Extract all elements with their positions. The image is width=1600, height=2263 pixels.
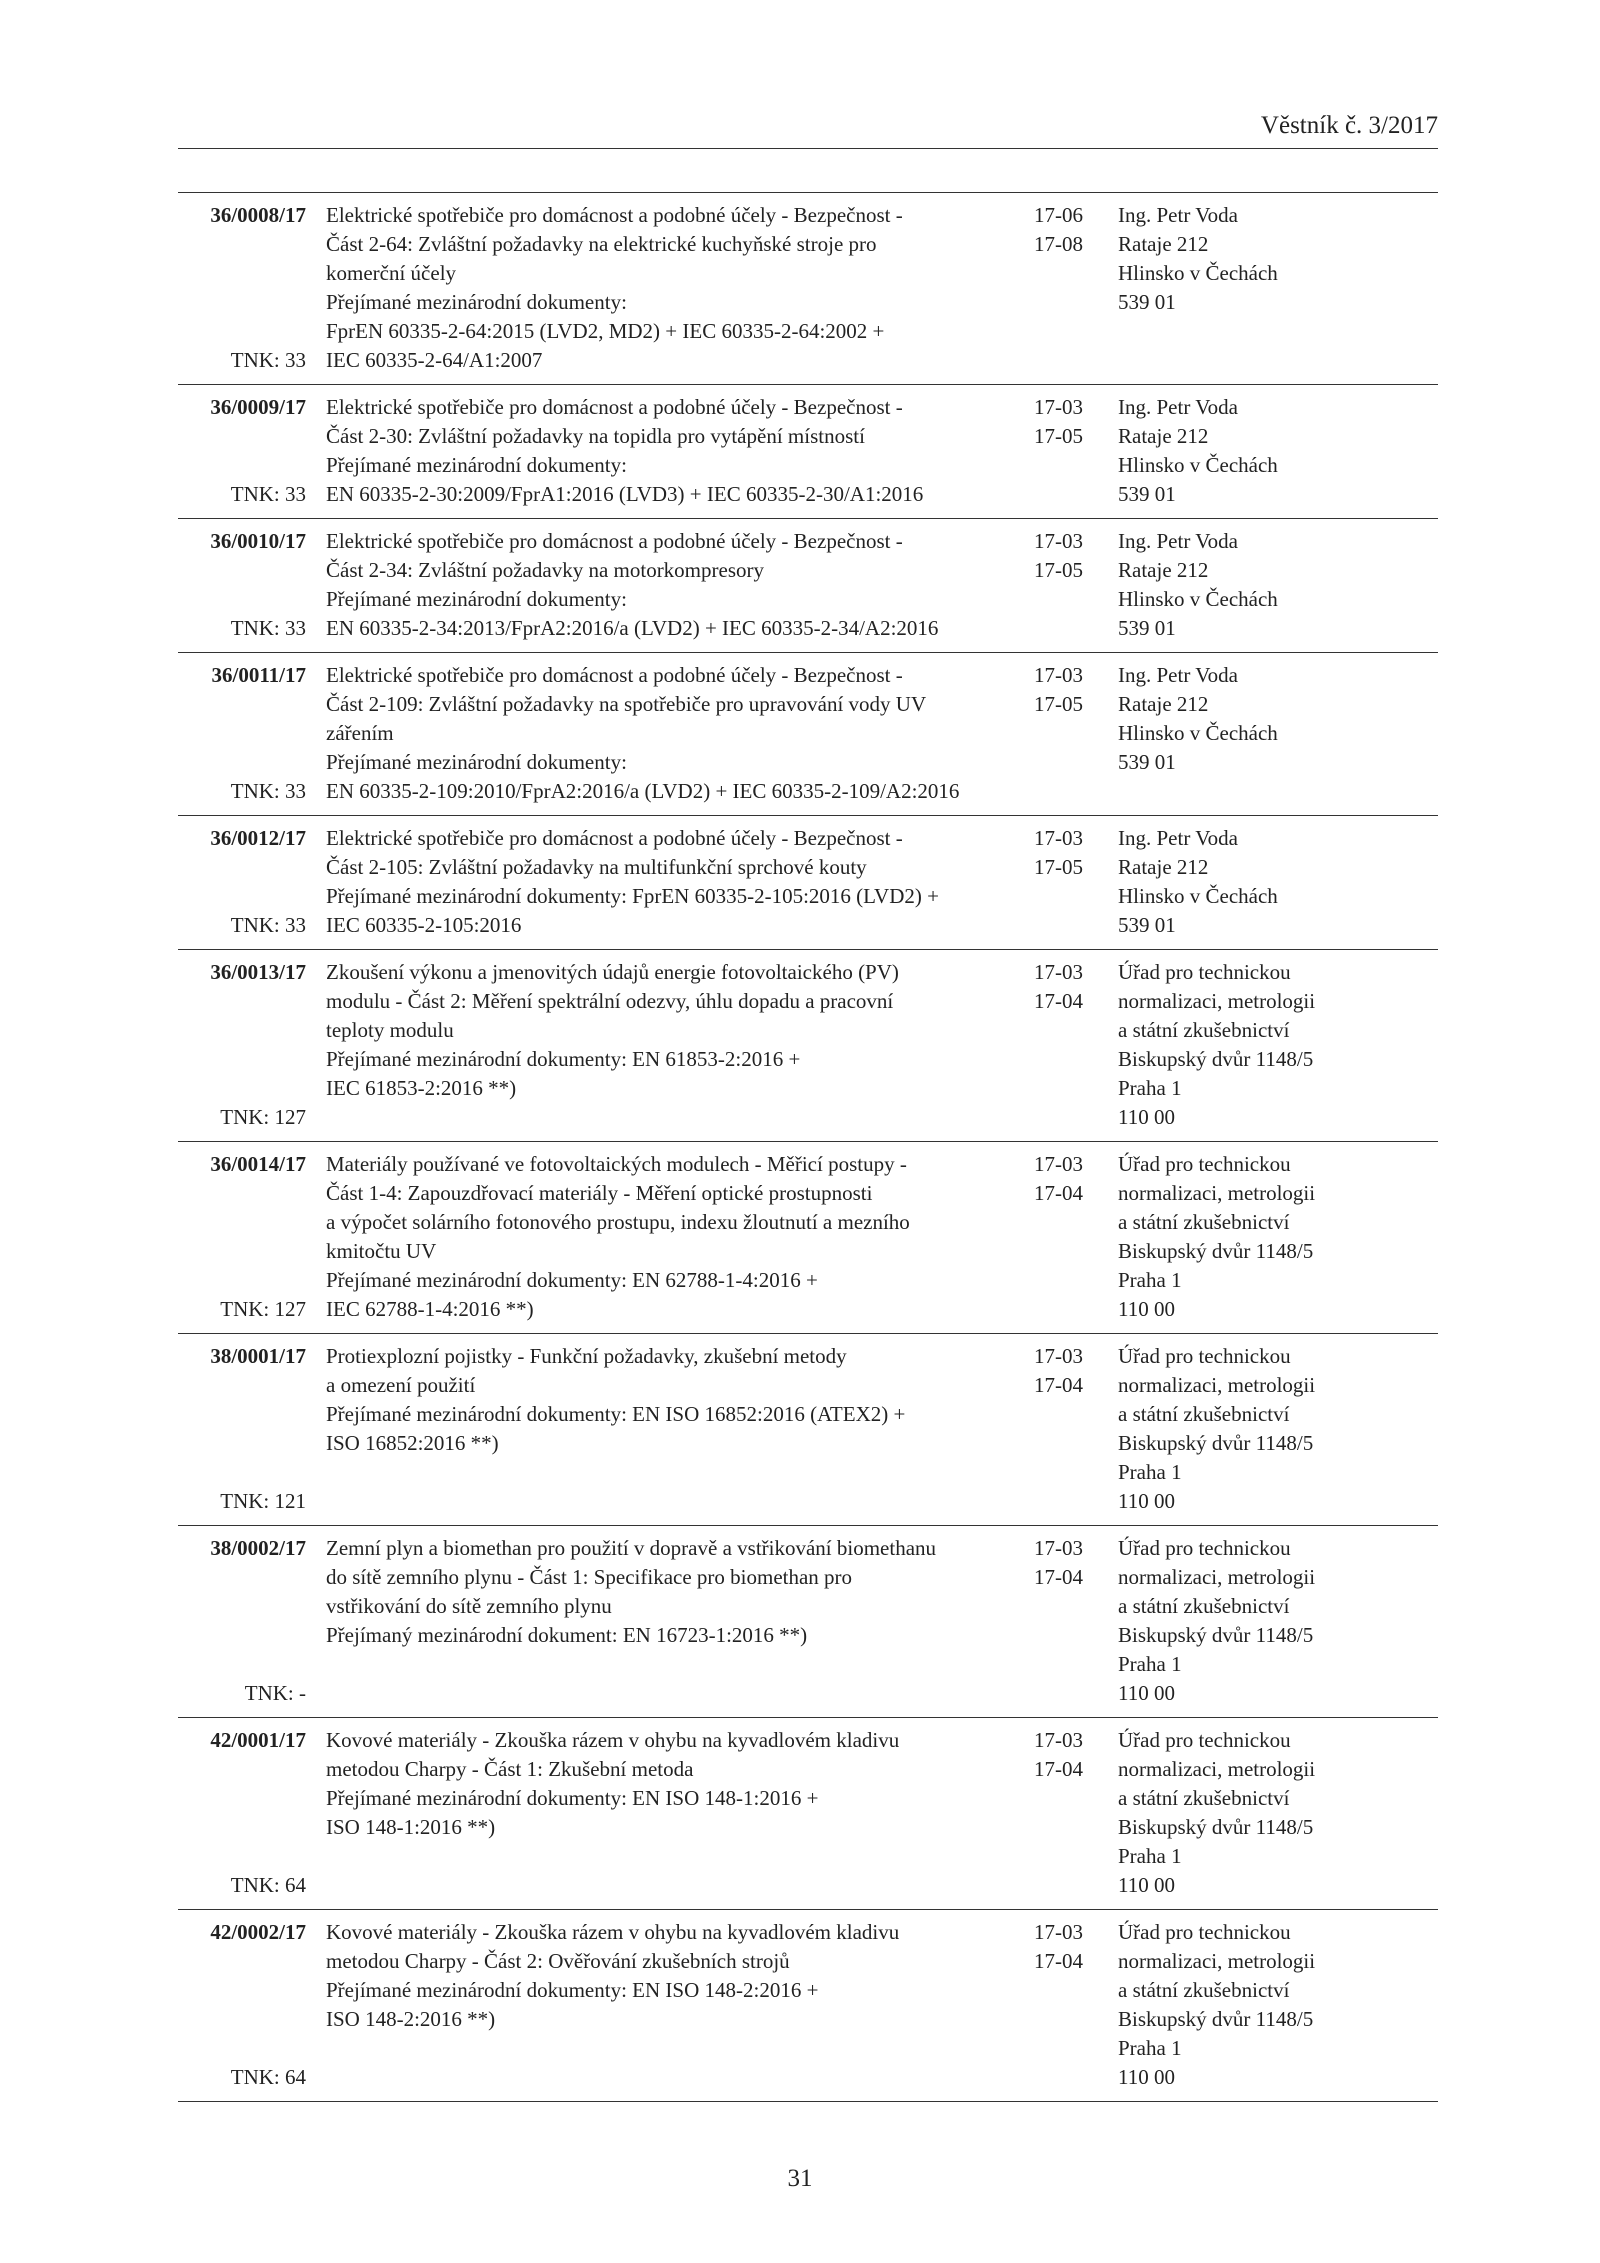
standard-entry bbox=[178, 385, 1438, 519]
entry-address-line: Biskupský dvůr 1148/5 bbox=[1118, 1047, 1314, 1071]
entry-code-column bbox=[178, 393, 306, 509]
entry-address bbox=[1118, 1726, 1438, 1900]
entry-title-line: modulu - Část 2: Měření spektrální odezvy, úhlu dopadu a pracovní bbox=[326, 989, 894, 1013]
entry-end-date: 17-04 bbox=[1034, 989, 1083, 1013]
entry-address bbox=[1118, 661, 1438, 806]
entry-title bbox=[326, 1150, 1004, 1324]
entry-title-line: Část 2-109: Zvláštní požadavky na spotřebiče pro upravování vody UV bbox=[326, 692, 927, 716]
entry-start-date: 17-03 bbox=[1034, 395, 1083, 419]
entry-dates bbox=[1034, 824, 1118, 940]
entry-address-line: 539 01 bbox=[1118, 750, 1176, 774]
entry-address-line: a státní zkušebnictví bbox=[1118, 1018, 1290, 1042]
entry-code: 36/0012/17 bbox=[210, 826, 306, 850]
entry-title-line: Zemní plyn a biomethan pro použití v dopravě a vstřikování biomethanu bbox=[326, 1536, 937, 1560]
entry-title-line: Elektrické spotřebiče pro domácnost a podobné účely - Bezpečnost - bbox=[326, 395, 903, 419]
entry-address-line: 110 00 bbox=[1118, 1105, 1175, 1129]
entry-address-line: Úřad pro technickou bbox=[1118, 1728, 1291, 1752]
entry-title-line: teploty modulu bbox=[326, 1018, 454, 1042]
entry-code: 42/0001/17 bbox=[210, 1728, 306, 1752]
entry-title-line: vstřikování do sítě zemního plynu bbox=[326, 1594, 612, 1618]
entry-title-line: IEC 62788-1-4:2016 **) bbox=[326, 1297, 534, 1321]
entry-title-line: Kovové materiály - Zkouška rázem v ohybu na kyvadlovém kladivu bbox=[326, 1920, 900, 1944]
entry-address-line: Praha 1 bbox=[1118, 1844, 1182, 1868]
entry-title-line: a omezení použití bbox=[326, 1373, 476, 1397]
entry-dates bbox=[1034, 393, 1118, 509]
entry-address-line: normalizaci, metrologii bbox=[1118, 1757, 1316, 1781]
entry-address-line: Praha 1 bbox=[1118, 1460, 1182, 1484]
entry-address-line: Hlinsko v Čechách bbox=[1118, 453, 1278, 477]
entry-end-date: 17-04 bbox=[1034, 1949, 1083, 1973]
entry-code-column bbox=[178, 661, 306, 806]
entry-dates bbox=[1034, 1150, 1118, 1324]
entry-address-line: Rataje 212 bbox=[1118, 424, 1209, 448]
entry-title-line: EN 60335-2-109:2010/FprA2:2016/a (LVD2) + IEC 60335-2-109/A2:2016 bbox=[326, 779, 960, 803]
entry-code: 36/0009/17 bbox=[210, 395, 306, 419]
entry-address-line: 539 01 bbox=[1118, 290, 1176, 314]
standard-entry bbox=[178, 1718, 1438, 1910]
entry-title-line: Přejímané mezinárodní dokumenty: bbox=[326, 453, 627, 477]
entry-address bbox=[1118, 527, 1438, 643]
entry-title bbox=[326, 1918, 1004, 2092]
page-number: 31 bbox=[787, 2165, 813, 2192]
journal-title: Věstník č. 3/2017 bbox=[1260, 112, 1438, 139]
entry-title-line: Část 2-64: Zvláštní požadavky na elektrické kuchyňské stroje pro bbox=[326, 232, 877, 256]
entry-title-line: Přejímané mezinárodní dokumenty: FprEN 60335-2-105:2016 (LVD2) + bbox=[326, 884, 939, 908]
entry-address-line: 110 00 bbox=[1118, 1681, 1175, 1705]
entry-end-date: 17-05 bbox=[1034, 424, 1083, 448]
entry-tnk: TNK: 127 bbox=[220, 1297, 306, 1321]
entry-address-line: Úřad pro technickou bbox=[1118, 1152, 1291, 1176]
entry-address-line: normalizaci, metrologii bbox=[1118, 1565, 1316, 1589]
entry-tnk: TNK: - bbox=[244, 1681, 306, 1705]
entry-address-line: Rataje 212 bbox=[1118, 558, 1209, 582]
entry-start-date: 17-03 bbox=[1034, 1536, 1083, 1560]
entry-address bbox=[1118, 201, 1438, 375]
entry-code-column bbox=[178, 1150, 306, 1324]
entry-code-column bbox=[178, 201, 306, 375]
standard-entry bbox=[178, 1526, 1438, 1718]
entry-code-column bbox=[178, 1534, 306, 1708]
entry-end-date: 17-05 bbox=[1034, 855, 1083, 879]
entry-dates bbox=[1034, 1726, 1118, 1900]
entry-title bbox=[326, 661, 1004, 806]
entry-address-line: normalizaci, metrologii bbox=[1118, 1181, 1316, 1205]
entry-code-column bbox=[178, 1918, 306, 2092]
entry-address-line: Biskupský dvůr 1148/5 bbox=[1118, 1815, 1314, 1839]
entry-title-line: EN 60335-2-30:2009/FprA1:2016 (LVD3) + IEC 60335-2-30/A1:2016 bbox=[326, 482, 924, 506]
entry-title-line: Přejímané mezinárodní dokumenty: EN ISO 148-1:2016 + bbox=[326, 1786, 819, 1810]
entry-address-line: Hlinsko v Čechách bbox=[1118, 884, 1278, 908]
entry-tnk: TNK: 121 bbox=[220, 1489, 306, 1513]
entry-title-line: metodou Charpy - Část 1: Zkušební metoda bbox=[326, 1757, 694, 1781]
entry-address-line: Praha 1 bbox=[1118, 2036, 1182, 2060]
entry-title-line: ISO 16852:2016 **) bbox=[326, 1431, 499, 1455]
entry-start-date: 17-03 bbox=[1034, 663, 1083, 687]
entry-tnk: TNK: 127 bbox=[220, 1105, 306, 1129]
entry-address-line: a státní zkušebnictví bbox=[1118, 1594, 1290, 1618]
entry-title bbox=[326, 958, 1004, 1132]
entry-tnk: TNK: 64 bbox=[230, 1873, 306, 1897]
entry-title-line: Kovové materiály - Zkouška rázem v ohybu na kyvadlovém kladivu bbox=[326, 1728, 900, 1752]
entry-code-column bbox=[178, 1726, 306, 1900]
entry-tnk: TNK: 33 bbox=[230, 913, 306, 937]
entry-address-line: Rataje 212 bbox=[1118, 232, 1209, 256]
entry-end-date: 17-04 bbox=[1034, 1181, 1083, 1205]
entry-code: 36/0014/17 bbox=[210, 1152, 306, 1176]
entry-code: 38/0001/17 bbox=[210, 1344, 306, 1368]
entry-tnk: TNK: 33 bbox=[230, 482, 306, 506]
entry-title-line: FprEN 60335-2-64:2015 (LVD2, MD2) + IEC 60335-2-64:2002 + bbox=[326, 319, 885, 343]
entry-title-line: Přejímané mezinárodní dokumenty: EN ISO 148-2:2016 + bbox=[326, 1978, 819, 2002]
entry-start-date: 17-03 bbox=[1034, 1728, 1083, 1752]
entry-address bbox=[1118, 393, 1438, 509]
standard-entry bbox=[178, 816, 1438, 950]
entry-title-line: Přejímané mezinárodní dokumenty: EN 61853-2:2016 + bbox=[326, 1047, 801, 1071]
entry-dates bbox=[1034, 1534, 1118, 1708]
entry-address-line: 539 01 bbox=[1118, 616, 1176, 640]
entry-address-line: a státní zkušebnictví bbox=[1118, 1210, 1290, 1234]
entry-address-line: Rataje 212 bbox=[1118, 855, 1209, 879]
entry-title-line: IEC 61853-2:2016 **) bbox=[326, 1076, 517, 1100]
entry-title bbox=[326, 824, 1004, 940]
entry-address-line: 539 01 bbox=[1118, 913, 1176, 937]
entry-title-line: Přejímané mezinárodní dokumenty: EN 62788-1-4:2016 + bbox=[326, 1268, 818, 1292]
entry-title-line: zářením bbox=[326, 721, 394, 745]
entry-tnk: TNK: 33 bbox=[230, 348, 306, 372]
entry-address-line: 110 00 bbox=[1118, 1297, 1175, 1321]
entry-title-line: Část 2-105: Zvláštní požadavky na multifunkční sprchové kouty bbox=[326, 855, 867, 879]
entry-title-line: komerční účely bbox=[326, 261, 457, 285]
entry-address-line: normalizaci, metrologii bbox=[1118, 1373, 1316, 1397]
standard-entry bbox=[178, 193, 1438, 385]
entry-title-line: IEC 60335-2-105:2016 bbox=[326, 913, 522, 937]
standard-entry bbox=[178, 653, 1438, 816]
entry-address-line: Biskupský dvůr 1148/5 bbox=[1118, 2007, 1314, 2031]
standard-entry bbox=[178, 950, 1438, 1142]
entry-address-line: a státní zkušebnictví bbox=[1118, 1978, 1290, 2002]
entry-title-line: Část 2-34: Zvláštní požadavky na motorkompresory bbox=[326, 558, 764, 582]
entry-address-line: Úřad pro technickou bbox=[1118, 1344, 1291, 1368]
entry-title-line: Elektrické spotřebiče pro domácnost a podobné účely - Bezpečnost - bbox=[326, 663, 903, 687]
entry-title-line: ISO 148-2:2016 **) bbox=[326, 2007, 496, 2031]
standard-entry bbox=[178, 1334, 1438, 1526]
entry-address-line: Úřad pro technickou bbox=[1118, 960, 1291, 984]
entry-code: 36/0013/17 bbox=[210, 960, 306, 984]
entry-start-date: 17-03 bbox=[1034, 826, 1083, 850]
entry-address-line: Praha 1 bbox=[1118, 1076, 1182, 1100]
entry-address-line: Praha 1 bbox=[1118, 1268, 1182, 1292]
entry-address bbox=[1118, 1150, 1438, 1324]
entry-title-line: Část 1-4: Zapouzdřovací materiály - Měření optické prostupnosti bbox=[326, 1181, 873, 1205]
entry-dates bbox=[1034, 1342, 1118, 1516]
entry-code: 38/0002/17 bbox=[210, 1536, 306, 1560]
entry-title-line: EN 60335-2-34:2013/FprA2:2016/a (LVD2) + IEC 60335-2-34/A2:2016 bbox=[326, 616, 939, 640]
entry-title-line: ISO 148-1:2016 **) bbox=[326, 1815, 496, 1839]
entry-title-line: metodou Charpy - Část 2: Ověřování zkušebních strojů bbox=[326, 1949, 790, 1973]
entry-title bbox=[326, 393, 1004, 509]
entry-address-line: Ing. Petr Voda bbox=[1118, 529, 1238, 553]
entry-code: 36/0010/17 bbox=[210, 529, 306, 553]
entry-title bbox=[326, 1534, 1004, 1708]
entry-end-date: 17-04 bbox=[1034, 1373, 1083, 1397]
entry-address-line: Hlinsko v Čechách bbox=[1118, 261, 1278, 285]
entry-start-date: 17-03 bbox=[1034, 1920, 1083, 1944]
entry-code-column bbox=[178, 527, 306, 643]
entry-title-line: Protiexplozní pojistky - Funkční požadavky, zkušební metody bbox=[326, 1344, 847, 1368]
entry-address bbox=[1118, 1342, 1438, 1516]
standard-entry bbox=[178, 519, 1438, 653]
entry-title-line: Zkoušení výkonu a jmenovitých údajů energie fotovoltaického (PV) bbox=[326, 960, 899, 984]
entry-title bbox=[326, 201, 1004, 375]
entry-title-line: Materiály používané ve fotovoltaických modulech - Měřicí postupy - bbox=[326, 1152, 907, 1176]
entry-title-line: Přejímané mezinárodní dokumenty: bbox=[326, 750, 627, 774]
entry-address-line: Biskupský dvůr 1148/5 bbox=[1118, 1623, 1314, 1647]
entry-tnk: TNK: 33 bbox=[230, 779, 306, 803]
page-header bbox=[178, 112, 1438, 149]
entry-address-line: Praha 1 bbox=[1118, 1652, 1182, 1676]
entry-address-line: a státní zkušebnictví bbox=[1118, 1786, 1290, 1810]
entry-title-line: Elektrické spotřebiče pro domácnost a podobné účely - Bezpečnost - bbox=[326, 826, 903, 850]
entry-dates bbox=[1034, 958, 1118, 1132]
entry-address-line: Ing. Petr Voda bbox=[1118, 663, 1238, 687]
entry-start-date: 17-03 bbox=[1034, 1152, 1083, 1176]
entry-title bbox=[326, 1726, 1004, 1900]
entry-code-column bbox=[178, 824, 306, 940]
entry-end-date: 17-04 bbox=[1034, 1565, 1083, 1589]
entry-address-line: Ing. Petr Voda bbox=[1118, 395, 1238, 419]
entry-title-line: Přejímané mezinárodní dokumenty: bbox=[326, 290, 627, 314]
entry-address bbox=[1118, 824, 1438, 940]
entry-title-line: Přejímané mezinárodní dokumenty: EN ISO 16852:2016 (ATEX2) + bbox=[326, 1402, 906, 1426]
entry-title bbox=[326, 527, 1004, 643]
entry-title bbox=[326, 1342, 1004, 1516]
entry-address-line: 110 00 bbox=[1118, 1489, 1175, 1513]
entry-address-line: 110 00 bbox=[1118, 1873, 1175, 1897]
entry-code: 36/0008/17 bbox=[210, 203, 306, 227]
entry-address-line: Ing. Petr Voda bbox=[1118, 203, 1238, 227]
entry-address-line: Úřad pro technickou bbox=[1118, 1920, 1291, 1944]
entry-title-line: kmitočtu UV bbox=[326, 1239, 437, 1263]
entry-tnk: TNK: 64 bbox=[230, 2065, 306, 2089]
entry-title-line: IEC 60335-2-64/A1:2007 bbox=[326, 348, 543, 372]
entry-end-date: 17-05 bbox=[1034, 692, 1083, 716]
entry-dates bbox=[1034, 1918, 1118, 2092]
entry-code: 36/0011/17 bbox=[211, 663, 306, 687]
entry-address-line: 539 01 bbox=[1118, 482, 1176, 506]
entry-dates bbox=[1034, 201, 1118, 375]
entry-start-date: 17-03 bbox=[1034, 960, 1083, 984]
entry-address-line: normalizaci, metrologii bbox=[1118, 989, 1316, 1013]
entry-address bbox=[1118, 1534, 1438, 1708]
standard-entry bbox=[178, 1910, 1438, 2102]
entry-address bbox=[1118, 958, 1438, 1132]
entry-title-line: Elektrické spotřebiče pro domácnost a podobné účely - Bezpečnost - bbox=[326, 203, 903, 227]
entry-title-line: Elektrické spotřebiče pro domácnost a podobné účely - Bezpečnost - bbox=[326, 529, 903, 553]
entry-address-line: Úřad pro technickou bbox=[1118, 1536, 1291, 1560]
entry-address-line: Rataje 212 bbox=[1118, 692, 1209, 716]
entry-end-date: 17-08 bbox=[1034, 232, 1083, 256]
entry-code-column bbox=[178, 1342, 306, 1516]
entry-address-line: 110 00 bbox=[1118, 2065, 1175, 2089]
entry-address-line: a státní zkušebnictví bbox=[1118, 1402, 1290, 1426]
entry-title-line: Část 2-30: Zvláštní požadavky na topidla pro vytápění místností bbox=[326, 424, 865, 448]
entry-start-date: 17-03 bbox=[1034, 529, 1083, 553]
standards-list bbox=[178, 192, 1438, 2102]
standard-entry bbox=[178, 1142, 1438, 1334]
entry-address-line: Hlinsko v Čechách bbox=[1118, 587, 1278, 611]
entry-title-line: do sítě zemního plynu - Část 1: Specifikace pro biomethan pro bbox=[326, 1565, 853, 1589]
entry-code: 42/0002/17 bbox=[210, 1920, 306, 1944]
entry-address-line: Hlinsko v Čechách bbox=[1118, 721, 1278, 745]
entry-dates bbox=[1034, 527, 1118, 643]
entry-title-line: Přejímané mezinárodní dokumenty: bbox=[326, 587, 627, 611]
entry-address-line: Biskupský dvůr 1148/5 bbox=[1118, 1239, 1314, 1263]
entry-start-date: 17-03 bbox=[1034, 1344, 1083, 1368]
entry-address bbox=[1118, 1918, 1438, 2092]
entry-title-line: a výpočet solárního fotonového prostupu, indexu žloutnutí a mezního bbox=[326, 1210, 910, 1234]
entry-end-date: 17-05 bbox=[1034, 558, 1083, 582]
entry-title-line: Přejímaný mezinárodní dokument: EN 16723-1:2016 **) bbox=[326, 1623, 808, 1647]
entry-tnk: TNK: 33 bbox=[230, 616, 306, 640]
entry-start-date: 17-06 bbox=[1034, 203, 1083, 227]
entry-code-column bbox=[178, 958, 306, 1132]
entry-address-line: Biskupský dvůr 1148/5 bbox=[1118, 1431, 1314, 1455]
entry-dates bbox=[1034, 661, 1118, 806]
entry-address-line: Ing. Petr Voda bbox=[1118, 826, 1238, 850]
entry-address-line: normalizaci, metrologii bbox=[1118, 1949, 1316, 1973]
entry-end-date: 17-04 bbox=[1034, 1757, 1083, 1781]
